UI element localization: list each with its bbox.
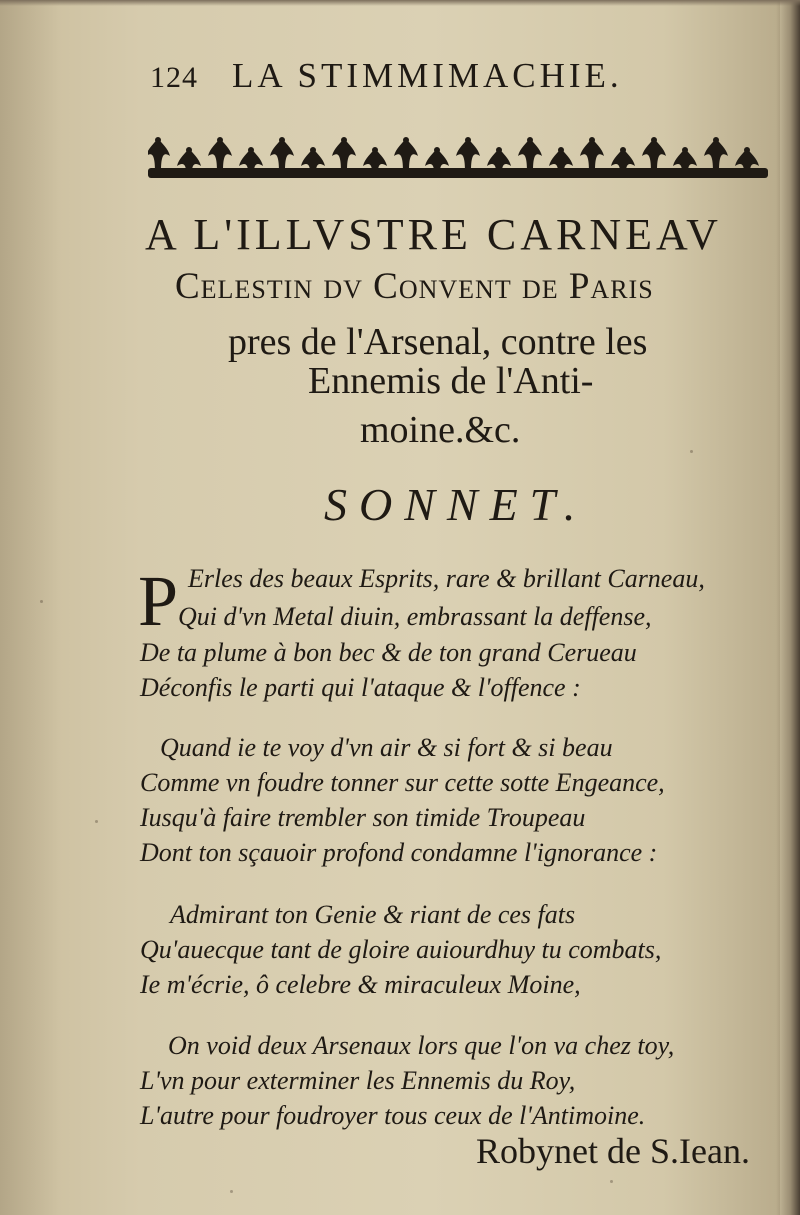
verse-line: Comme vn foudre tonner sur cette sotte Engeance, <box>140 768 665 797</box>
verse-line: Iusqu'à faire trembler son timide Troupeau <box>140 803 586 832</box>
verse-line: L'vn pour exterminer les Ennemis du Roy, <box>140 1066 576 1095</box>
running-title: LA STIMMIMACHIE. <box>232 56 623 95</box>
fleuron <box>642 138 666 172</box>
fleuron <box>704 138 728 172</box>
fleuron <box>148 138 170 172</box>
fleuron-dot <box>651 137 657 143</box>
dedication-line-1: A L'ILLVSTRE CARNEAV <box>145 210 722 259</box>
fleuron-dot <box>155 137 161 143</box>
page-number: 124 <box>150 61 198 94</box>
fleuron <box>208 138 232 172</box>
sonnet-title: SONNET. <box>324 479 588 530</box>
verse-line: De ta plume à bon bec & de ton grand Cerueau <box>140 638 637 667</box>
verse-line: Dont ton sçauoir profond condamne l'ignorance : <box>140 838 658 867</box>
fleuron-dot <box>310 147 316 153</box>
dedication-line-4: Ennemis de l'Anti- <box>308 360 594 402</box>
verse-line: Erles des beaux Esprits, rare & brillant Carneau, <box>188 564 705 593</box>
gutter-shadow <box>0 0 60 1215</box>
verse-line: L'autre pour foudroyer tous ceux de l'Antimoine. <box>140 1101 646 1130</box>
fleuron-dot <box>465 137 471 143</box>
fleuron <box>456 138 480 172</box>
fleuron <box>270 138 294 172</box>
verse-line: Ie m'écrie, ô celebre & miraculeux Moine, <box>140 970 581 999</box>
verse-line: On void deux Arsenaux lors que l'on va chez toy, <box>168 1031 675 1060</box>
verse-line: Qui d'vn Metal diuin, embrassant la deffense, <box>178 602 652 631</box>
fleuron-dot <box>186 147 192 153</box>
fleuron-dot <box>341 137 347 143</box>
verse-line: Qu'auecque tant de gloire auiourdhuy tu combats, <box>140 935 662 964</box>
fleuron-dot <box>527 137 533 143</box>
fleuron <box>580 138 604 172</box>
fleuron-dot <box>558 147 564 153</box>
speck <box>40 600 43 603</box>
fleuron-dot <box>682 147 688 153</box>
fleuron <box>518 138 542 172</box>
dedication-line-2: Celestin dv Convent de Paris <box>175 266 654 307</box>
fleuron-dot <box>620 147 626 153</box>
fleuron-dot <box>248 147 254 153</box>
fleuron-dot <box>403 137 409 143</box>
fleuron-dot <box>744 147 750 153</box>
running-head <box>150 56 710 100</box>
speck <box>690 450 693 453</box>
verse-line: Admirant ton Genie & riant de ces fats <box>170 900 576 929</box>
speck <box>230 1190 233 1193</box>
speck <box>610 1180 613 1183</box>
page-edge-shadow <box>776 0 800 1215</box>
signature: Robynet de S.Iean. <box>476 1131 750 1171</box>
fleuron-band-icon <box>148 132 768 186</box>
fleuron-dot <box>589 137 595 143</box>
speck <box>95 820 98 823</box>
fleuron-dot <box>434 147 440 153</box>
fleuron-dot <box>217 137 223 143</box>
page-top-edge <box>0 0 800 6</box>
fleuron-dot <box>279 137 285 143</box>
fleuron-dot <box>372 147 378 153</box>
fleuron <box>394 138 418 172</box>
drop-cap: P <box>138 561 179 641</box>
fleuron-dot <box>496 147 502 153</box>
verse-line: Quand ie te voy d'vn air & si fort & si beau <box>160 733 613 762</box>
dedication-line-3: pres de l'Arsenal, contre les <box>228 321 648 363</box>
fleuron <box>332 138 356 172</box>
verse-line: Déconfis le parti qui l'ataque & l'offence : <box>140 673 581 702</box>
dedication-line-5: moine.&c. <box>360 409 521 451</box>
fleuron-dot <box>713 137 719 143</box>
